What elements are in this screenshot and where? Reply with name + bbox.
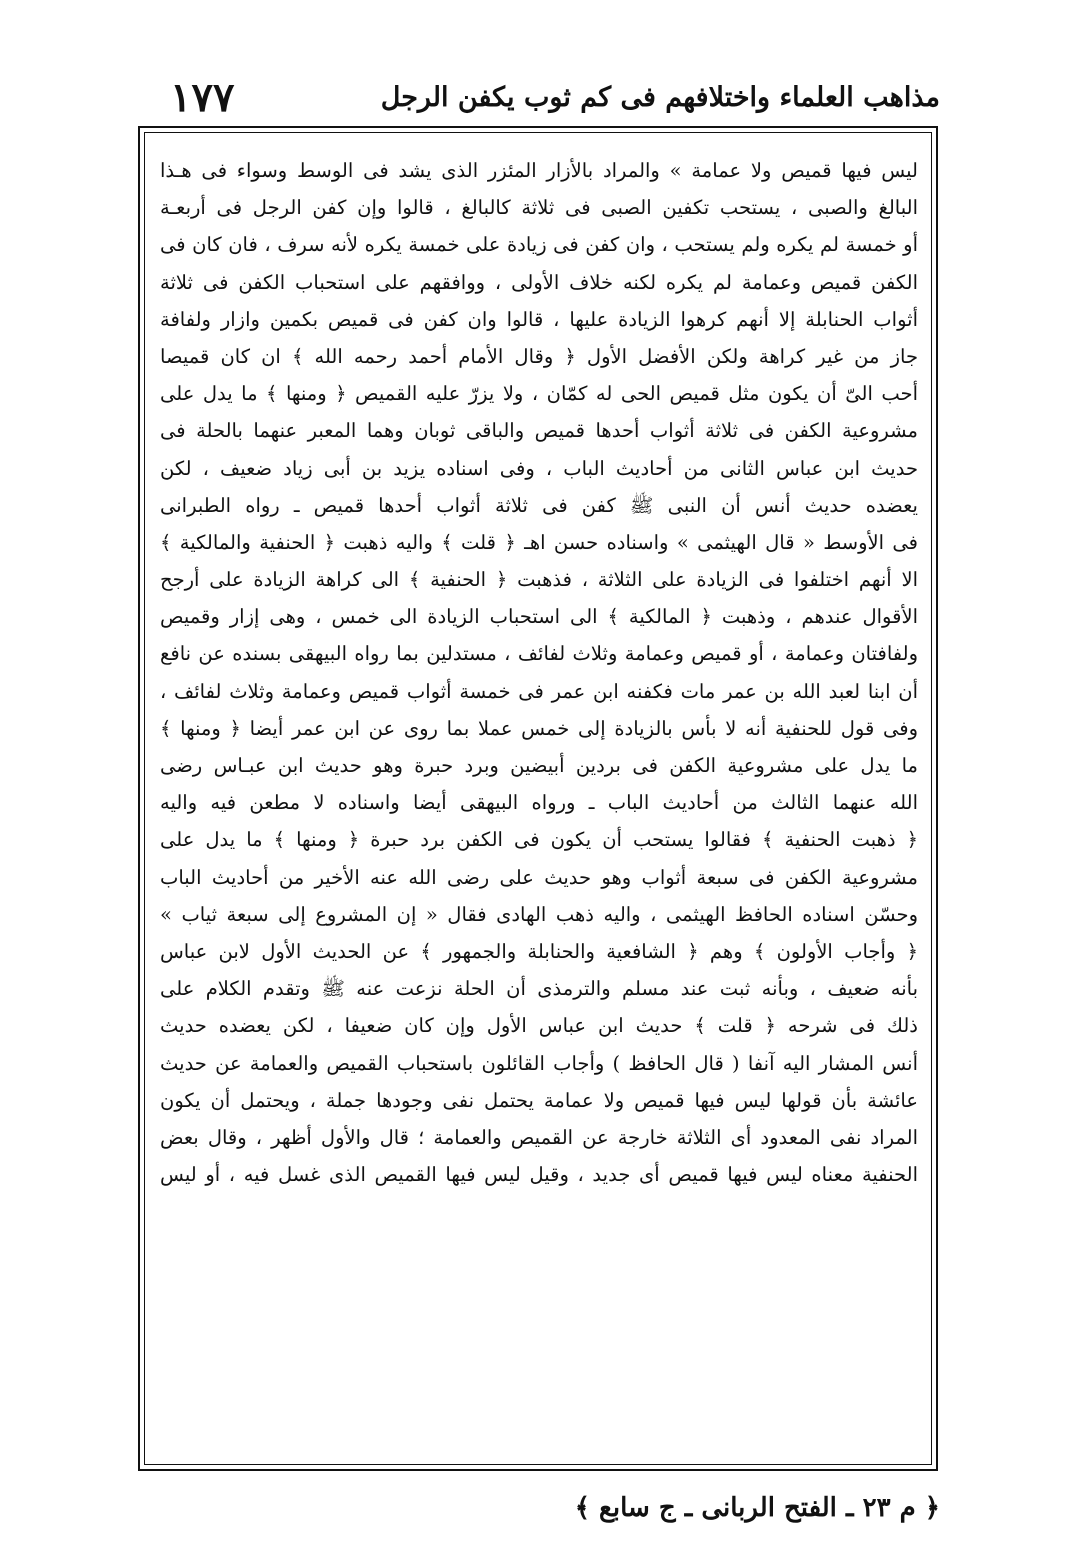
text-line: أنس المشار اليه آنفا ( قال الحافظ ) وأجاب القائلون باستحباب القميص والعمامة عن حديث — [160, 1051, 918, 1075]
text-frame — [138, 126, 938, 1471]
text-line: الكفن قميص وعمامة لم يكره لكنه خلاف الأولى ، ووافقهم على استحباب الكفن فى ثلاثة — [160, 270, 918, 294]
text-line: جاز من غير كراهة ولكن الأفضل الأول ﴿ وقال الأمام أحمد رحمه الله ﴾ ان كان قميصا — [160, 344, 918, 368]
text-line: الحنفية معناه ليس فيها قميص أى جديد ، وقيل ليس فيها القميص الذى غسل فيه ، أو ليس — [160, 1163, 918, 1187]
text-line: حديث ابن عباس الثانى من أحاديث الباب ، وفى اسناده يزيد بن أبى زياد ضعيف ، لكن — [160, 456, 918, 480]
text-line: المراد نفى المعدود أى الثلاثة خارجة عن القميص والعمامة ؛ قال والأول أظهر ، وقال بعض — [160, 1125, 918, 1149]
text-line: أن ابنا لعبد الله بن عمر مات فكفنه ابن عمر فى خمسة أثواب قميص وعمامة وثلاث لفائف ، — [160, 679, 918, 703]
text-line: ذلك فى شرحه ﴿ قلت ﴾ حديث ابن عباس الأول وإن كان ضعيفا ، لكن يعضده حديث — [160, 1014, 918, 1038]
text-line: ولفافتان وعمامة ، أو قميص وعمامة وثلاث لفائف ، مستدلين بما رواه البيهقى بسنده عن نافع — [160, 642, 918, 666]
running-title: مذاهب العلماء واختلافهم فى كم ثوب يكفن الرجل — [380, 82, 940, 113]
text-line: عائشة بأن قولها ليس فيها قميص ولا عمامة يحتمل نفى وجودها جملة ، ويحتمل أن يكون — [160, 1088, 918, 1112]
text-line: مشروعية الكفن فى سبعة أثواب وهو حديث على رضى الله عنه الأخير من أحاديث الباب — [160, 865, 918, 889]
text-line: وفى قول للحنفية أنه لا بأس بالزيادة إلى خمس عملا بما روى عن ابن عمر أيضا ﴿ ومنها ﴾ — [160, 716, 918, 740]
footer-signature: ﴿ م ٢٣ ـ الفتح الربانى ـ ج سابع ﴾ — [574, 1493, 940, 1523]
text-line: البالغ والصبى ، يستحب تكفين الصبى فى ثلاثة كالبالغ ، قالوا وإن كفن الرجل فى أربعـة — [160, 196, 918, 220]
text-line: أحب الىّ أن يكون مثل قميص الحى له كمّان ، ولا يزرّ عليه القميص ﴿ ومنها ﴾ ما يدل على — [160, 382, 918, 406]
text-line: الله عنهما الثالث من أحاديث الباب ـ ورواه البيهقى أيضا واسناده لا مطعن فيه واليه — [160, 791, 918, 815]
page-number: ١٧٧ — [170, 74, 235, 121]
text-line: ليس فيها قميص ولا عمامة » والمراد بالأزار المئزر الذى يشد فى الوسط وسواء فى هـذا — [160, 159, 918, 182]
text-line: ما يدل على مشروعية الكفن فى بردين أبيضين وبرد حبرة وهو حديث ابن عبـاس رضى — [160, 754, 918, 777]
text-line: أو خمسة لم يكره ولم يستحب ، وان كفن فى زيادة على خمسة يكره لأنه سرف ، فان كان فى — [160, 233, 918, 257]
text-line: مشروعية الكفن فى ثلاثة أثواب أحدها قميص والباقى ثوبان وهما المعبر عنهما بالحلة فى — [160, 419, 918, 443]
text-line: ﴿ ذهبت الحنفية ﴾ فقالوا يستحب أن يكون فى الكفن برد حبرة ﴿ ومنها ﴾ ما يدل على — [160, 828, 918, 852]
text-line: ﴿ وأجاب الأولون ﴾ وهم ﴿ الشافعية والحنابلة والجمهور ﴾ عن الحديث الأول لابن عباس — [160, 939, 918, 963]
text-line: أثواب الحنابلة إلا أنهم كرهوا الزيادة عليها ، قالوا وان كفن فى قميص بكمين وازار ولفافة — [160, 307, 918, 331]
text-line: فى الأوسط « قال الهيثمى » واسناده حسن اهـ ﴿ قلت ﴾ واليه ذهبت ﴿ الحنفية والمالكية ﴾ — [160, 530, 918, 554]
text-line: بأنه ضعيف ، وبأنه ثبت عند مسلم والترمذى أن الحلة نزعت عنه ﷺ وتقدم الكلام على — [160, 977, 918, 1001]
body-text — [160, 152, 918, 1193]
text-line: يعضده حديث أنس أن النبى ﷺ كفن فى ثلاثة أثواب أحدها قميص ـ رواه الطبرانى — [160, 493, 918, 517]
text-line: الأقوال عندهم ، وذهبت ﴿ المالكية ﴾ الى استحباب الزيادة الى خمس ، وهى إزار وقميص — [160, 605, 918, 629]
page-header — [140, 72, 940, 124]
text-line: وحسّن اسناده الحافظ الهيثمى ، واليه ذهب الهادى فقال « إن المشروع إلى سبعة ثياب » — [160, 902, 918, 926]
text-line: الا أنهم اختلفوا فى الزيادة على الثلاثة ، فذهبت ﴿ الحنفية ﴾ الى كراهة الزيادة على أرجح — [160, 568, 918, 592]
